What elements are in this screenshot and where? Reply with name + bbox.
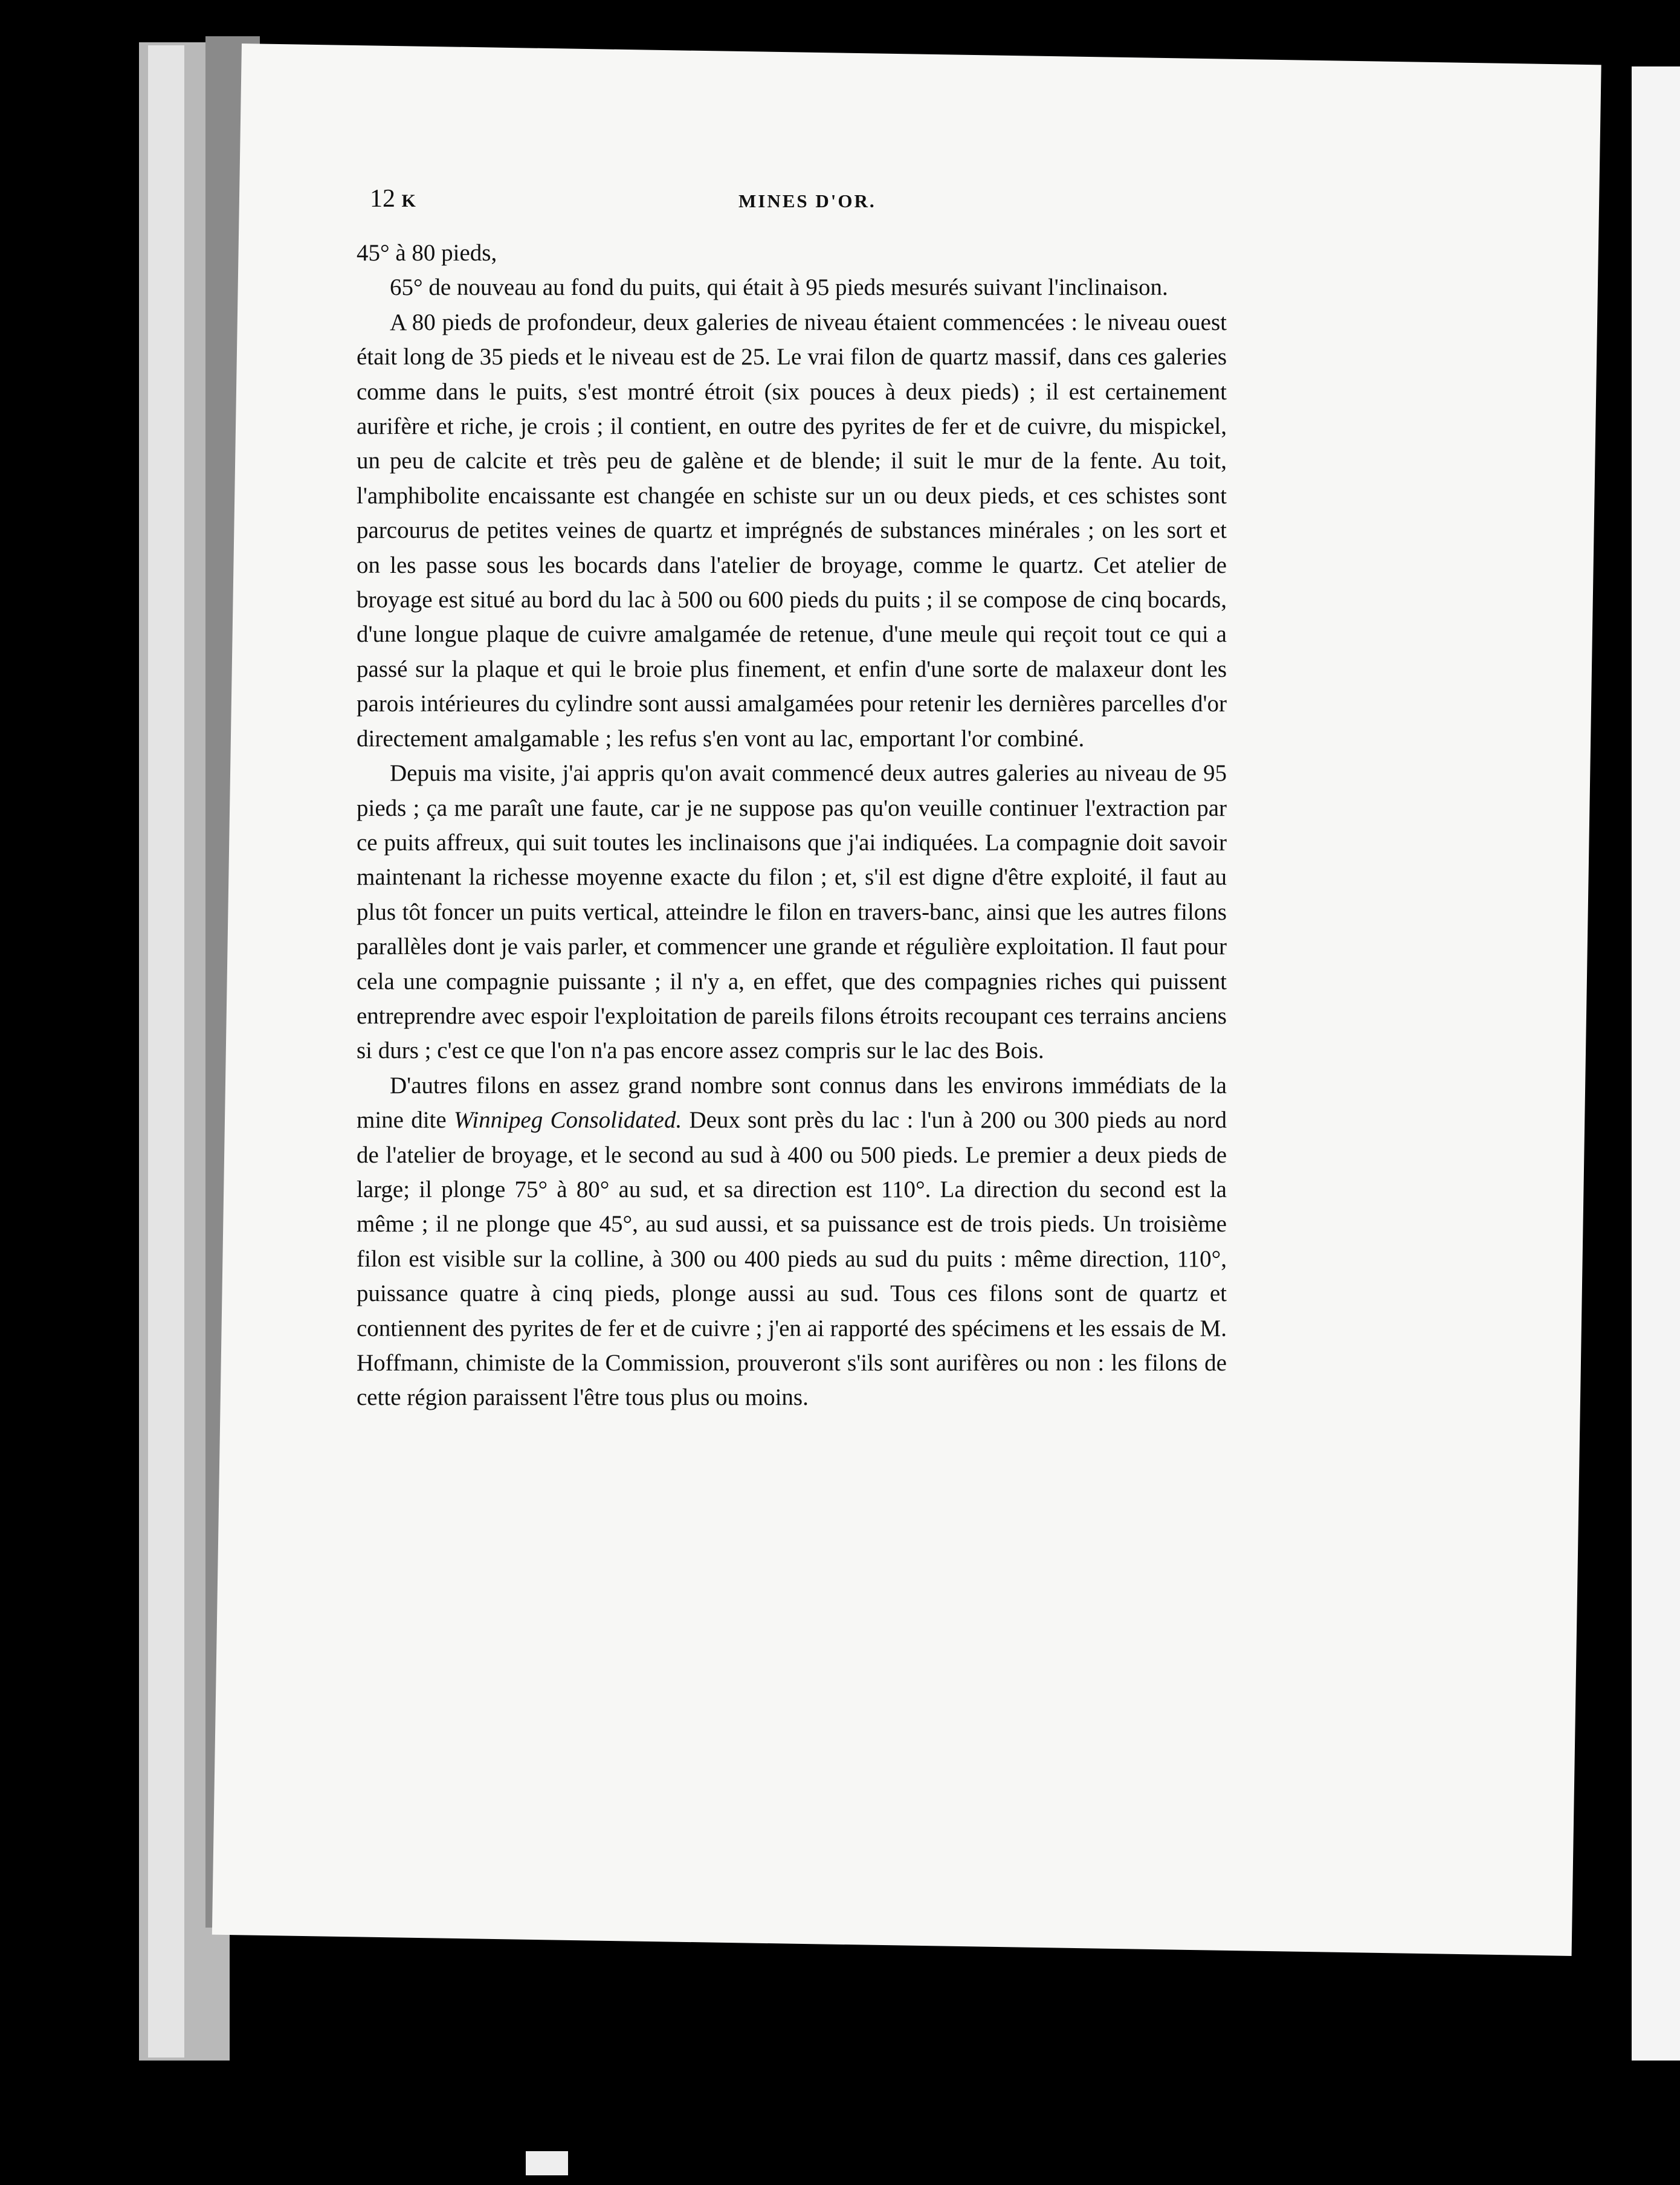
paragraph-2: 65° de nouveau au fond du puits, qui était à 95 pieds mesurés suivant l'inclinaison. (390, 274, 1168, 301)
paragraph-4: Depuis ma visite, j'ai appris qu'on avait commencé deux autres galeries au niveau de 95 pieds ; ça me paraît une faute, car je ne suppose pas qu'on veuille continuer l'extraction par ce puits affreux, qui suit toutes les inclinaisons que j'ai indiquées. La compagnie doit savoir maintenant la richesse moyenne exacte du filon ; et, s'il est digne d'être exploité, il faut au plus tôt foncer un puits vertical, atteindre le filon en travers-banc, ainsi que les autres filons parallèles dont je vais parler, et commencer une grande et régulière exploitation. Il faut pour cela une compagnie puissante ; il n'y a, en effet, que des compagnies riches qui puissent entreprendre avec espoir l'exploitation de pareils filons étroits recoupant ces terrains anciens si durs ; c'est ce que l'on n'a pas encore assez compris sur le lac des Bois. (357, 760, 1227, 1064)
facing-page-edge (1632, 66, 1680, 2061)
body-text (357, 236, 1227, 1415)
paragraph-3: A 80 pieds de profondeur, deux galeries de niveau étaient commencées : le niveau ouest était long de 35 pieds et le niveau est de 25. Le vrai filon de quartz massif, dans ces galeries comme dans le puits, s'est montré étroit (six pouces à deux pieds) ; il est certainement aurifère et riche, je crois ; il contient, en outre des pyrites de fer et de cuivre, du mispickel, un peu de calcite et très peu de galène et de blende; il suit le mur de la fente. Au toit, l'amphibolite encaissante est changée en schiste sur un ou deux pieds, et ces schistes sont parcourus de petites veines de quartz et imprégnés de substances minérales ; on les sort et on les passe sous les bocards dans l'atelier de broyage, comme le quartz. Cet atelier de broyage est situé au bord du lac à 500 ou 600 pieds du puits ; il se compose de cinq bocards, d'une longue plaque de cuivre amalgamée de retenue, d'une meule qui reçoit tout ce qui a passé sur la plaque et qui le broie plus finement, et enfin d'une sorte de malaxeur dont les parois intérieures du cylindre sont aussi amalgamées pour retenir les dernières parcelles d'or directement amalgamable ; les refus s'en vont au lac, emportant l'or combiné. (357, 309, 1227, 752)
binding-clip (526, 2151, 568, 2175)
paragraph-5: D'autres filons en assez grand nombre sont connus dans les environs immédiats de la mine dite Winnipeg Consolidated. Deux sont près du lac : l'un à 200 ou 300 pieds au nord de l'atelier de broyage, et le second au sud à 400 ou 500 pieds. Le premier a deux pieds de large; il plonge 75° à 80° au sud, et sa direction est 110°. La direction du second est la même ; il ne plonge que 45°, au sud aussi, et sa puissance est de trois pieds. Un troisième filon est visible sur la colline, à 300 ou 400 pieds au sud du puits : même direction, 110°, puissance quatre à cinq pieds, plonge aussi au sud. Tous ces filons sont de quartz et contiennent des pyrites de fer et de cuivre ; j'en ai rapporté des spécimens et les essais de M. Hoffmann, chimiste de la Commission, prouveront s'ils sont aurifères ou non : les filons de cette région paraissent l'être tous plus ou moins. (357, 1072, 1227, 1411)
mine-name: Winnipeg Consolidated. (453, 1107, 682, 1134)
page-header (370, 184, 1276, 221)
running-title: MINES D'OR. (738, 190, 876, 211)
page-number: 12 K (370, 185, 416, 213)
paragraph-1: 45° à 80 pieds, (357, 240, 497, 266)
page-fore-edge (148, 45, 184, 2058)
